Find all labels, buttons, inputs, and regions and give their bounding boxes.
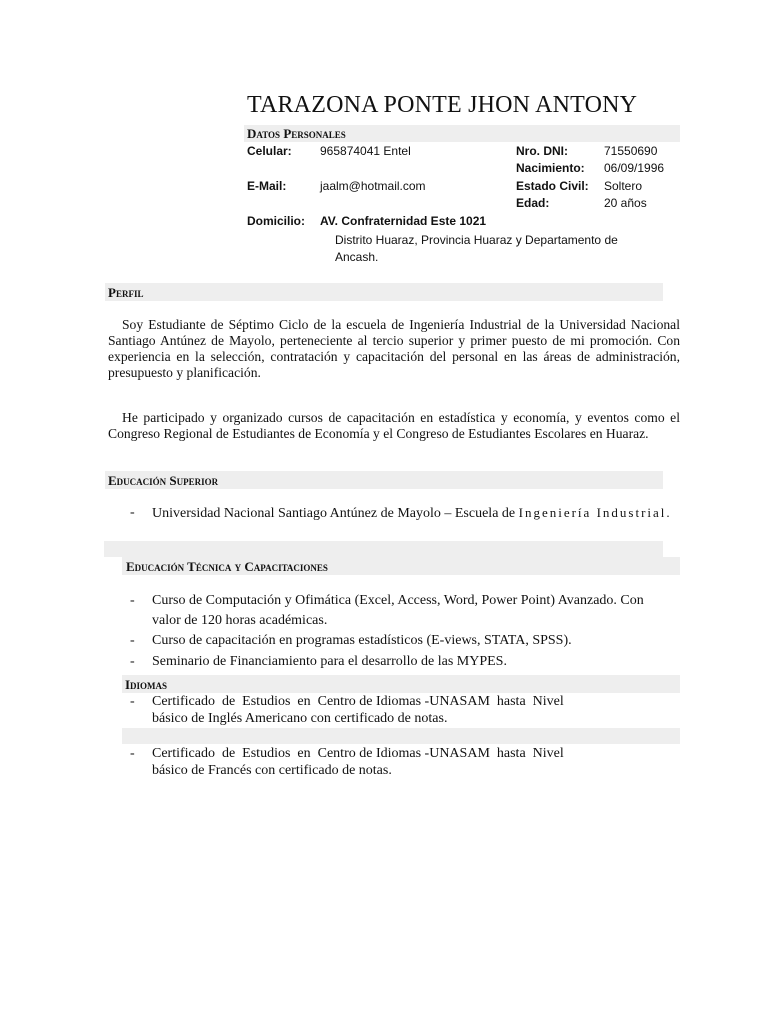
- educacion-tecnica-item-3-text: Seminario de Financiamiento para el desarrollo de las MYPES.: [152, 654, 507, 669]
- educacion-tecnica-item-1-line1: Curso de Computación y Ofimática (Excel, Access, Word, Power Point) Avanzado. Con: [152, 593, 644, 608]
- celular-value: 965874041 Entel: [320, 144, 411, 158]
- educacion-tecnica-title: Educación Técnica y Capacitaciones: [126, 559, 328, 574]
- celular-label: Celular:: [247, 144, 292, 158]
- estado-civil-value: Soltero: [604, 179, 643, 193]
- edad-value: 20 años: [604, 196, 647, 210]
- domicilio-line3: Ancash.: [335, 250, 379, 264]
- bullet-dash: -: [130, 654, 135, 669]
- idiomas-header: [122, 675, 680, 693]
- educacion-tecnica-item-1: [130, 591, 710, 631]
- perfil-paragraph-2: He participado y organizado cursos de capacitación en estadística y economía, y eventos como el Congreso Regional de Estudiantes de Economía y el Congreso de Estudiantes Escolares en Huaraz.: [108, 410, 680, 441]
- educacion-tecnica-item-1-line2: valor de 120 horas académicas.: [152, 613, 328, 628]
- idiomas-item-2-line2: básico de Francés con certificado de notas.: [152, 763, 392, 778]
- idiomas-blank-band: [122, 728, 680, 744]
- estado-civil-label: Estado Civil:: [516, 179, 589, 193]
- datos-personales-title: Datos Personales: [247, 126, 346, 141]
- educacion-superior-title: Educación Superior: [108, 473, 219, 488]
- domicilio-line2: Distrito Huaraz, Provincia Huaraz y Departamento de: [335, 233, 618, 247]
- perfil-title: Perfil: [108, 285, 144, 300]
- idiomas-item-1-line2: básico de Inglés Americano con certificado de notas.: [152, 711, 448, 726]
- educacion-superior-header: [105, 471, 663, 489]
- nacimiento-label: Nacimiento:: [516, 161, 585, 175]
- dni-value: 71550690: [604, 144, 658, 158]
- email-label: E-Mail:: [247, 179, 287, 193]
- educacion-superior-spaced-text: Ingeniería Industrial.: [518, 505, 672, 520]
- blank-band: [104, 541, 663, 557]
- candidate-name: TARAZONA PONTE JHON ANTONY: [247, 92, 638, 118]
- educacion-tecnica-header: [122, 557, 680, 575]
- perfil-header: [105, 283, 663, 301]
- educacion-tecnica-item-2-text: Curso de capacitación en programas estadísticos (E-views, STATA, SPSS).: [152, 633, 572, 648]
- perfil-paragraph-1: Soy Estudiante de Séptimo Ciclo de la escuela de Ingeniería Industrial de la Universidad Nacional Santiago Antúnez de Mayolo, perteneciente al tercio superior y primer puesto de mi promoción. Con experiencia en la selección, contratación y capacitación del personal en las áreas de administración, presupuesto y planificación.: [108, 317, 680, 380]
- bullet-dash: -: [130, 505, 135, 520]
- idiomas-item-1-line1: Certificado de Estudios en Centro de Idiomas -UNASAM hasta Nivel: [152, 694, 564, 709]
- idiomas-item-2-line1: Certificado de Estudios en Centro de Idiomas -UNASAM hasta Nivel: [152, 746, 564, 761]
- datos-personales-header: [244, 125, 680, 142]
- bullet-dash: -: [130, 593, 135, 608]
- idiomas-item-2: [130, 745, 690, 781]
- nacimiento-value: 06/09/1996: [604, 161, 665, 175]
- educacion-superior-item: [130, 503, 700, 523]
- idiomas-title: Idiomas: [125, 677, 168, 692]
- dni-label: Nro. DNI:: [516, 144, 568, 158]
- bullet-dash: -: [130, 746, 135, 761]
- educacion-tecnica-item-2: [130, 631, 710, 651]
- bullet-dash: -: [130, 633, 135, 648]
- bullet-dash: -: [130, 694, 135, 709]
- domicilio-line1: AV. Confraternidad Este 1021: [320, 214, 487, 228]
- email-value: jaalm@hotmail.com: [320, 179, 426, 193]
- domicilio-label: Domicilio:: [247, 214, 306, 228]
- idiomas-item-1: [130, 693, 690, 729]
- educacion-tecnica-item-3: [130, 652, 710, 672]
- educacion-superior-text: Universidad Nacional Santiago Antúnez de Mayolo – Escuela de: [152, 506, 516, 521]
- edad-label: Edad:: [516, 196, 550, 210]
